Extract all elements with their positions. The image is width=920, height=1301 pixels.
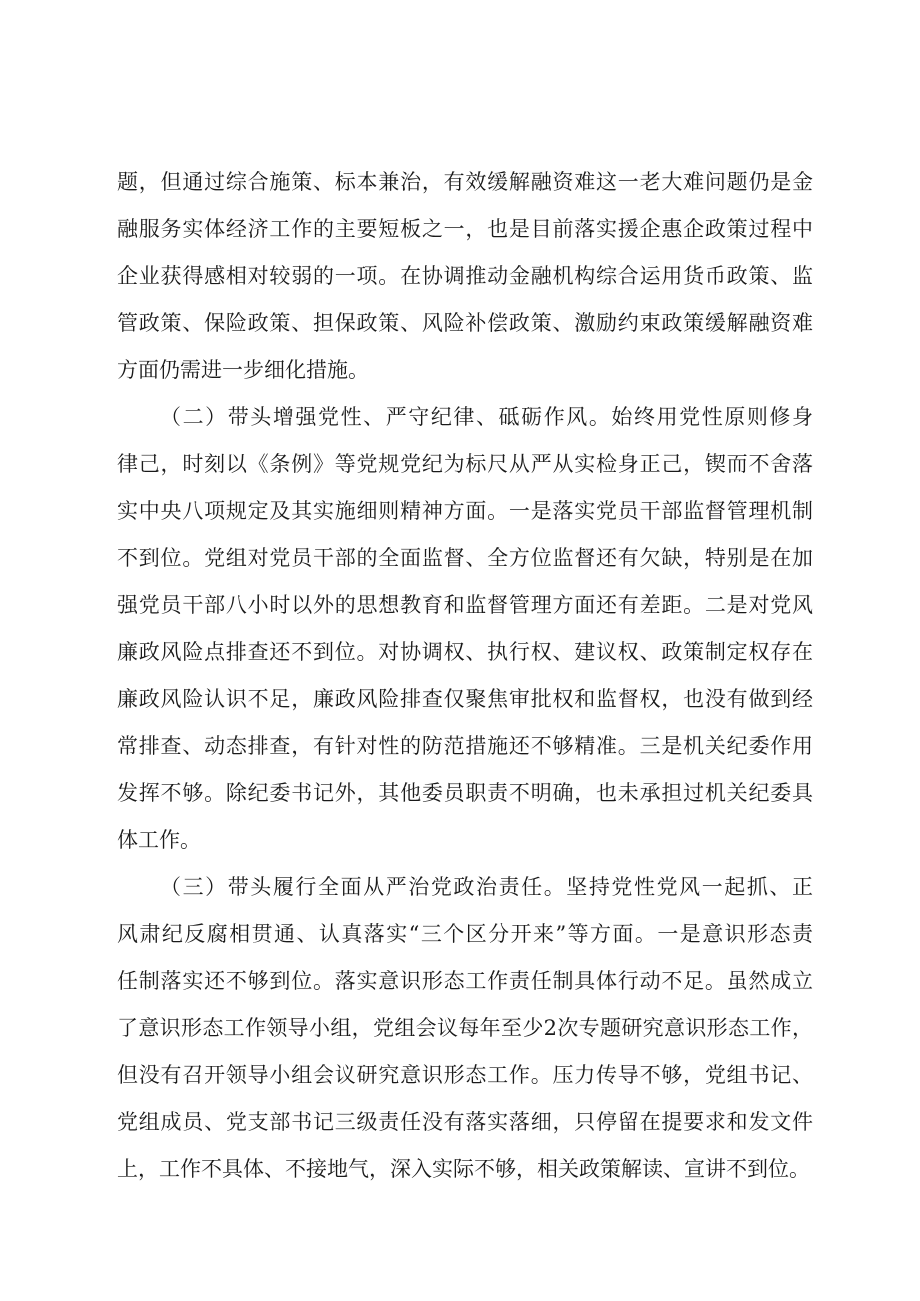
- paragraph-2-line-5: 强党员干部八小时以外的思想教育和监督管理方面还有差距。二是对党风: [117, 593, 813, 617]
- paragraph-2-line-7: 廉政风险认识不足，廉政风险排查仅聚焦审批权和监督权，也没有做到经: [117, 687, 813, 711]
- paragraph-3-line-1: （三）带头履行全面从严治党政治责任。坚持党性党风一起抓、正: [160, 875, 813, 899]
- paragraph-2-line-10: 体工作。: [117, 828, 201, 852]
- paragraph-2-line-3: 实中央八项规定及其实施细则精神方面。一是落实党员干部监督管理机制: [117, 499, 813, 523]
- paragraph-1-line-4: 管政策、保险政策、担保政策、风险补偿政策、激励约束政策缓解融资难: [117, 311, 813, 335]
- paragraph-1-line-3: 企业获得感相对较弱的一项。在协调推动金融机构综合运用货币政策、监: [117, 264, 813, 288]
- paragraph-2-line-8: 常排查、动态排查，有针对性的防范措施还不够精准。三是机关纪委作用: [117, 734, 813, 758]
- paragraph-2-line-1: （二）带头增强党性、严守纪律、砥砺作风。始终用党性原则修身: [160, 405, 813, 429]
- paragraph-2-line-4: 不到位。党组对党员干部的全面监督、全方位监督还有欠缺，特别是在加: [117, 546, 813, 570]
- paragraph-2-line-9: 发挥不够。除纪委书记外，其他委员职责不明确，也未承担过机关纪委具: [117, 781, 813, 805]
- paragraph-1-line-5: 方面仍需进一步细化措施。: [117, 358, 369, 382]
- paragraph-2-line-6: 廉政风险点排查还不到位。对协调权、执行权、建议权、政策制定权存在: [117, 640, 813, 664]
- paragraph-3-line-4: 了意识形态工作领导小组，党组会议每年至少2次专题研究意识形态工作，: [117, 1016, 813, 1040]
- paragraph-3-line-5: 但没有召开领导小组会议研究意识形态工作。压力传导不够，党组书记、: [117, 1063, 813, 1087]
- paragraph-2-line-2: 律己，时刻以《条例》等党规党纪为标尺从严从实检身正己，锲而不舍落: [117, 452, 813, 476]
- paragraph-3-line-3: 任制落实还不够到位。落实意识形态工作责任制具体行动不足。虽然成立: [117, 969, 813, 993]
- paragraph-3-line-2: 风肃纪反腐相贯通、认真落实“三个区分开来”等方面。一是意识形态责: [117, 922, 813, 946]
- paragraph-3-line-7: 上，工作不具体、不接地气，深入实际不够，相关政策解读、宣讲不到位。: [117, 1157, 810, 1181]
- paragraph-3-line-6: 党组成员、党支部书记三级责任没有落实落细，只停留在提要求和发文件: [117, 1110, 813, 1134]
- paragraph-1-line-1: 题，但通过综合施策、标本兼治，有效缓解融资难这一老大难问题仍是金: [117, 170, 813, 194]
- paragraph-1-line-2: 融服务实体经济工作的主要短板之一，也是目前落实援企惠企政策过程中: [117, 217, 813, 241]
